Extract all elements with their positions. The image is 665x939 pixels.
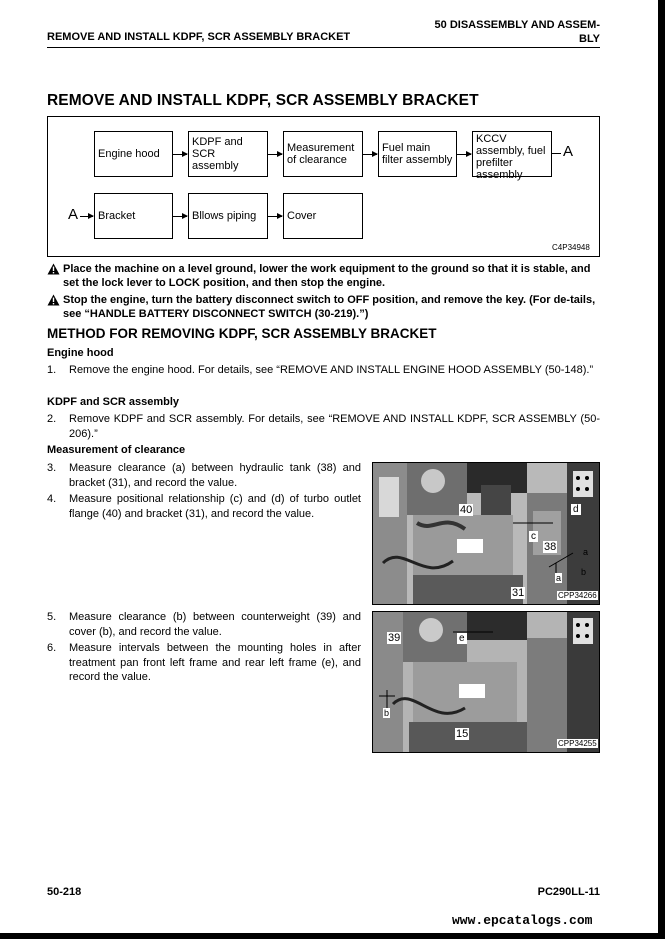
- chapter-line-1: 50 DISASSEMBLY AND ASSEM-: [434, 19, 600, 31]
- step-4: [47, 492, 361, 521]
- photo-code: CPP34266: [558, 591, 597, 600]
- flow-box-bellows-piping: Bllows piping: [188, 193, 268, 239]
- flow-box-fuel-main-filter: Fuel main filter assembly: [378, 131, 457, 177]
- figure-code: C4P34948: [552, 243, 590, 252]
- step-number: 5.: [47, 611, 57, 623]
- flow-connector-line: [552, 153, 561, 154]
- photo-engine-bracket-top: [372, 462, 600, 605]
- running-header-title: REMOVE AND INSTALL KDPF, SCR ASSEMBLY BRACKET: [47, 31, 351, 43]
- flow-box-engine-hood: Engine hood: [94, 131, 173, 177]
- callout-b: b: [581, 567, 587, 577]
- step-number: 4.: [47, 493, 57, 505]
- page-number: 50-218: [47, 886, 82, 898]
- subsection-engine-hood: Engine hood: [47, 347, 114, 359]
- subsection-measurement: Measurement of clearance: [47, 444, 186, 456]
- page-frame-right: [658, 0, 665, 939]
- step-3: [47, 461, 361, 490]
- subsection-kdpf-scr: KDPF and SCR assembly: [47, 396, 180, 408]
- connector-label-a: A: [563, 143, 574, 160]
- step-text: Remove KDPF and SCR assembly. For details, see “REMOVE AND INSTALL KDPF, SCR ASSEMBLY (50-206).”: [69, 413, 600, 440]
- callout-38: 38: [544, 541, 557, 553]
- callout-a: a: [583, 547, 589, 557]
- chapter-line-2: BLY: [579, 33, 600, 45]
- flow-box-measurement: Measurement of clearance: [283, 131, 363, 177]
- flow-arrow: [363, 154, 377, 155]
- step-6: [47, 641, 361, 685]
- callout-a: a: [556, 573, 562, 583]
- step-number: 6.: [47, 642, 57, 654]
- photo-engine-bracket-bottom: [372, 611, 600, 753]
- step-5: [47, 610, 361, 639]
- callout-40: 40: [460, 504, 473, 516]
- engine-photo-illustration: [373, 463, 599, 604]
- running-header-chapter: [420, 18, 600, 46]
- step-text: Measure intervals between the mounting holes in after treatment pan front left frame and rear left frame (e), and record the value.: [69, 642, 361, 683]
- flow-box-kdpf-scr: KDPF and SCR assembly: [188, 131, 268, 177]
- step-text: Measure clearance (b) between counterweight (39) and cover (b), and record the value.: [69, 611, 361, 638]
- model-number: PC290LL-11: [537, 886, 600, 898]
- section-title: METHOD FOR REMOVING KDPF, SCR ASSEMBLY BRACKET: [47, 326, 437, 341]
- page-title: REMOVE AND INSTALL KDPF, SCR ASSEMBLY BRACKET: [47, 92, 479, 109]
- watermark-url[interactable]: www.epcatalogs.com: [452, 913, 593, 928]
- flow-arrow: [268, 154, 282, 155]
- step-2: [47, 412, 600, 441]
- callout-39: 39: [388, 632, 401, 644]
- flow-arrow: [173, 154, 187, 155]
- flow-box-bracket: Bracket: [94, 193, 173, 239]
- step-text: Remove the engine hood. For details, see “REMOVE AND INSTALL ENGINE HOOD ASSEMBLY (50-148).”: [69, 364, 594, 376]
- warning-level-ground: [47, 262, 600, 290]
- flow-arrow: [268, 216, 282, 217]
- step-number: 2.: [47, 413, 57, 425]
- step-number: 3.: [47, 462, 57, 474]
- callout-d: d: [573, 504, 579, 515]
- flow-arrow: [173, 216, 187, 217]
- flow-box-cover: Cover: [283, 193, 363, 239]
- step-text: Measure clearance (a) between hydraulic tank (38) and bracket (31), and record the value.: [69, 462, 361, 489]
- callout-31: 31: [512, 587, 525, 599]
- warning-triangle-icon: [47, 294, 60, 306]
- header-rule: [47, 47, 600, 48]
- flow-arrow: [80, 216, 93, 217]
- step-1: [47, 363, 600, 378]
- step-number: 1.: [47, 364, 57, 376]
- warning-triangle-icon: [47, 263, 60, 275]
- procedure-flow-diagram: [47, 116, 600, 257]
- engine-photo-illustration: [373, 612, 599, 752]
- step-text: Measure positional relationship (c) and (d) of turbo outlet flange (40) and bracket (31), and record the value.: [69, 493, 361, 520]
- connector-label-a: A: [68, 206, 79, 223]
- flow-box-kccv: KCCV assembly, fuel prefilter assembly: [472, 131, 552, 177]
- warning-text: Place the machine on a level ground, lower the work equipment to the ground so that it is stable, and set the lock lever to LOCK position, and then stop the engine.: [63, 263, 591, 289]
- callout-b: b: [384, 708, 390, 718]
- callout-e: e: [459, 633, 465, 644]
- warning-battery-switch: [47, 293, 600, 321]
- flow-arrow: [457, 154, 471, 155]
- callout-15: 15: [456, 728, 469, 740]
- callout-c: c: [531, 531, 536, 542]
- page-frame-bottom: [0, 933, 665, 939]
- warning-text: Stop the engine, turn the battery disconnect switch to OFF position, and remove the key. (For de-tails, see “HANDLE BATTERY DISCONNECT SWITCH (30-219).”): [63, 294, 596, 320]
- photo-code: CPP34255: [558, 739, 597, 748]
